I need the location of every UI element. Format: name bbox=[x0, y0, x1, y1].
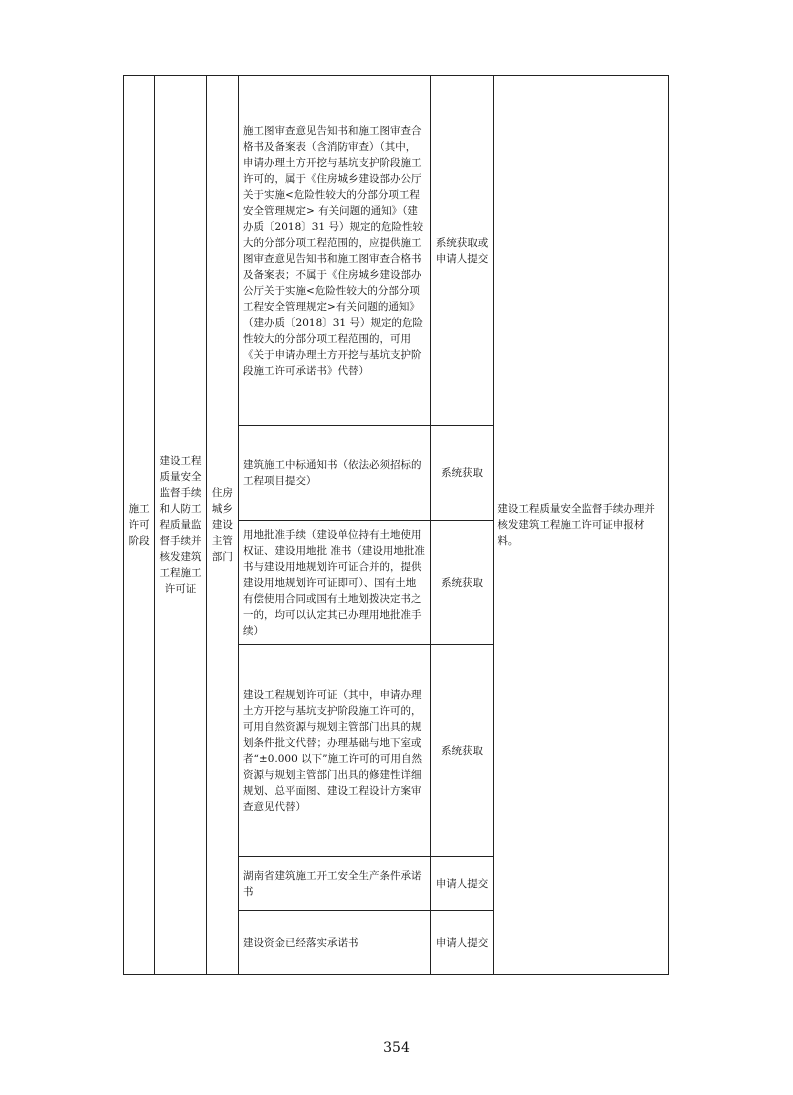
stage-cell bbox=[124, 76, 155, 975]
material-cell: 建筑施工中标通知书（依法必须招标的工程项目提交） bbox=[239, 426, 431, 521]
item-text: 建设工程质量安全监督手续和人防工程质量监督手续并核发建筑工程施工许可证 bbox=[159, 455, 202, 595]
material-cell: 施工图审查意见告知书和施工图审查合格书及备案表（含消防审查）（其中，申请办理土方开挖与基坑支护阶段施工许可的，属于《住房城乡建设部办公厅关于实施<危险性较大的分部分项工程安全管理规定> 有关问题的通知》（建办质〔2018〕31 号）规定的危险性较大的分部分项工程范围的，应提供施工图审查意见告知书和施工图审查合格书及备案表；不属于《住房城乡建设部办公厅关于实施<危险性较大的分部分项工程安全管理规定>有关问题的通知》（建办质〔2018〕31 号）规定的危险性较大的分部分项工程范围的，可用《关于申请办理土方开挖与基坑支护阶段施工许可承诺书》代替） bbox=[239, 76, 431, 426]
department-cell bbox=[206, 76, 238, 975]
note-cell: 建设工程质量安全监督手续办理并核发建筑工程施工许可证申报材料。 bbox=[494, 76, 669, 975]
source-cell: 系统获取 bbox=[430, 645, 494, 857]
source-cell: 系统获取或申请人提交 bbox=[430, 76, 494, 426]
material-cell: 湖南省建筑施工开工安全生产条件承诺书 bbox=[239, 857, 431, 911]
material-cell: 建设工程规划许可证（其中，申请办理土方开挖与基坑支护阶段施工许可的，可用自然资源与规划主管部门出具的规划条件批文代替；办理基础与地下室或者“±0.000 以下”施工许可的可用自然资源与规划主管部门出具的修建性详细规划、总平面图、建设工程设计方案审查意见代替） bbox=[239, 645, 431, 857]
source-cell: 申请人提交 bbox=[430, 857, 494, 911]
source-cell: 系统获取 bbox=[430, 521, 494, 645]
requirements-table bbox=[123, 75, 669, 975]
material-cell: 建设资金已经落实承诺书 bbox=[239, 911, 431, 975]
department-text: 住房城乡建设主管部门 bbox=[211, 487, 233, 563]
page-number: 354 bbox=[383, 1040, 410, 1056]
stage-text: 施工许可阶段 bbox=[128, 503, 150, 547]
table-row bbox=[124, 76, 669, 426]
item-cell bbox=[155, 76, 206, 975]
source-cell: 申请人提交 bbox=[430, 911, 494, 975]
source-cell: 系统获取 bbox=[430, 426, 494, 521]
material-cell: 用地批准手续（建设单位持有土地使用权证、建设用地批 准书（建设用地批准书与建设用地规划许可证合并的，提供建设用地规划许可证即可）、国有土地有偿使用合同或国有土地划拨决定书之一的，均可以认定其已办理用地批准手续） bbox=[239, 521, 431, 645]
